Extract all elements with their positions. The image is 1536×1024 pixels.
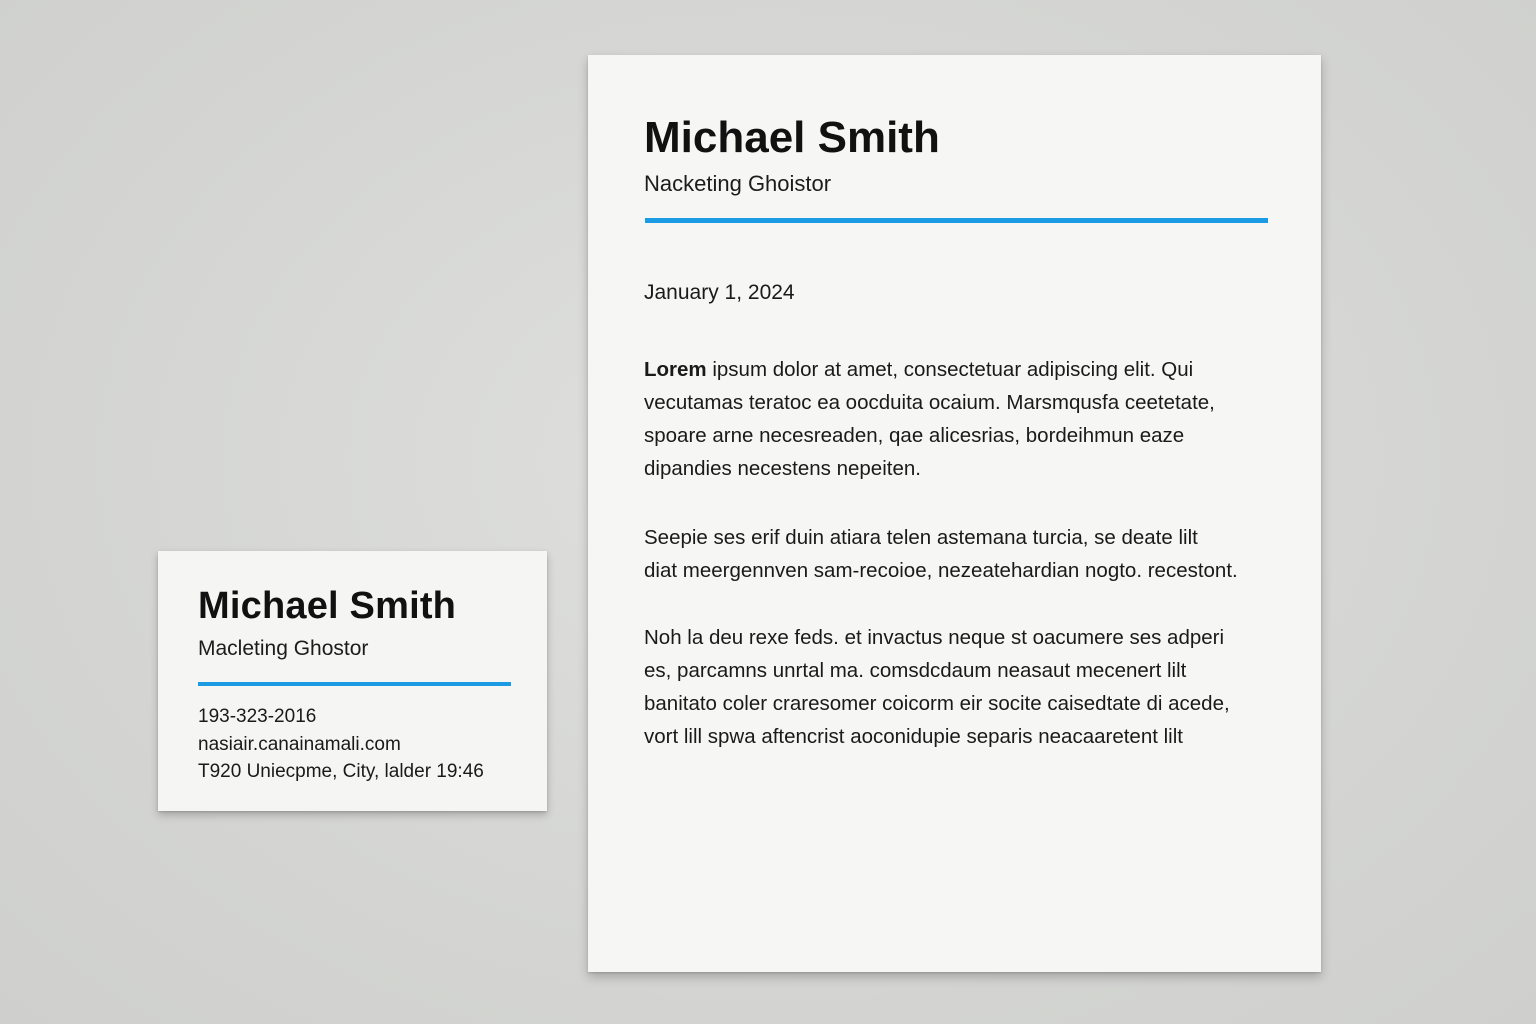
card-name: Michael Smith [198,585,457,627]
paragraph-line: banitato coler craresomer coicorm eir socite caisedtate di acede, [644,692,1230,715]
paragraph-line [644,353,1284,386]
letter-paragraph-1 [644,353,1284,485]
paragraph-line: vort lill spwa aftencrist aoconidupie separis neacaaretent lilt [644,725,1183,748]
paragraph-line: es, parcamns unrtal ma. comsdcdaum neasaut mecenert lilt [644,659,1187,682]
card-job-title: Macleting Ghostor [198,637,369,660]
card-contact-block [198,703,484,786]
letter-job-title: Nacketing Ghoistor [644,171,832,196]
letter-accent-divider [645,218,1268,223]
card-accent-divider [198,682,511,686]
paragraph-line: Noh la deu rexe feds. et invactus neque st oacumere ses adperi [644,626,1225,649]
letter-paragraph-3 [644,621,1284,753]
letter-date: January 1, 2024 [644,281,795,304]
paragraph-line: dipandies necestens nepeiten. [644,457,921,480]
paragraph-line: diat meergennven sam-recoioe, nezeatehardian nogto. recestont. [644,559,1238,582]
letter-paragraph-2 [644,521,1284,587]
card-email: nasiair.canainamali.com [198,733,401,755]
paragraph-line: vecutamas teratoc ea oocduita ocaium. Marsmqusfa ceetetate, [644,391,1215,414]
paragraph-line: spoare arne necesreaden, qae alicesrias, bordeihmun eaze [644,424,1185,447]
paragraph-line-text: ipsum dolor at amet, consectetuar adipiscing elit. Qui [706,358,1194,381]
paragraph-line: Seepie ses erif duin atiara telen astemana turcia, se deate lilt [644,526,1198,549]
paragraph-lead-word: Lorem [644,358,707,381]
business-card [158,551,547,811]
letterhead-page [588,55,1321,972]
card-phone: 193-323-2016 [198,706,317,727]
letter-name: Michael Smith [644,113,940,162]
card-address: T920 Uniecpme, City, lalder 19:46 [198,761,484,782]
